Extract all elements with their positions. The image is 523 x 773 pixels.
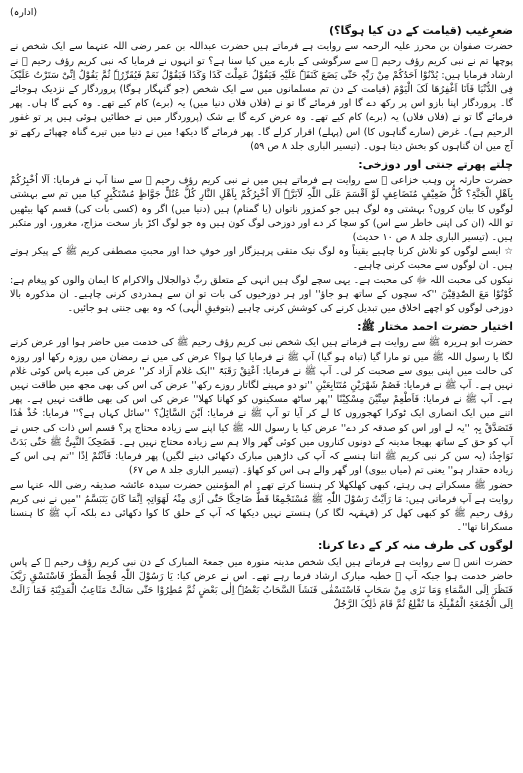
paragraph: ☆ ایسے لوگوں کو تلاش کرنا چاہیے یقیناً وہ لوگ نیک متقی پرہیزگار اور خوفِ خدا اور محبتِ مصطفی کریم ﷺ کے پیکر ہوتے ہیں۔ ان لوگوں سے محبت کرنی چاہیے۔ bbox=[10, 246, 513, 272]
paragraph: حضرت صفوان بن محرز علیہ الرحمہ سے روایت ہے فرماتے ہیں حضرت عبداللہ بن عمر رضی اللہ عنہما سے ایک شخص نے پوچھا تم نے نبی کریم رؤف رحیم ﷺ سے سرگوشی کے بارے میں کیا سنا ہے؟ تو انہوں نے فرمایا کہ نبی کریم رؤف رحیم ﷺ نے ارشاد فرمایا ہیں: یُدْنُوْا اَحَدُکُمْ مِنْ رَبِّہٖ حَتّٰی یَضَعَ کَنَفَہٗ عَلَیْہِ فَیَقُوْلُ عَمِلْتَ کَذَا وَکَذَا فَیَقُوْلُ نَعَمْ فَیُقَرِّرُہٗ ثُمَّ یَقُوْلُ اِنِّیْ سَتَرْتُ عَلَیْکَ فِی الدُّنْیَا فَاَنَا اَغْفِرُھَا لَکَ الْیَوْمَ (قیامت کے دن تم مسلمانوں میں سے ایک شخص (جو گنہگار ہوگا) پروردگار کے نزدیک ہوجائے گا۔ پروردگار اپنا بازو اس پر رکھ دے گا اور فرمائے گا تو نے (فلاں فلاں دنیا میں) یہ (برے) کام کیے تھے۔ وہ کہے گا ہاں۔ پھر فرمائے گا تو نے (فلاں فلاں) یہ (برے) کام کیے تھے۔ وہ عرض کرے گا بے شک (پروردگار میں نے خطائیں ہوئی ہیں پر تو غفور الرحیم ہے)۔ غرض (سارے گناہوں کا) اس (پہلے) اقرار کرلے گا۔ پھر فرمائے گا دیکھ! میں نے دنیا میں تیرے گناہ چھپائے رکھے تو آج میں ان گناہوں کو بخش دیتا ہوں۔ (تیسیر الباری جلد ۸ ص ۵۹) bbox=[10, 41, 513, 152]
section-qiyamat bbox=[10, 24, 513, 154]
paragraph: حضرت حارثہ بن وہب خزاعی ﷺ سے روایت ہے فرماتے ہیں میں نے نبی کریم رؤف رحیم ﷺ سے سنا آپ نے فرمایا: اَلَا اُخْبِرُکُمْ بِاَھْلِ الْجَنَّۃِ؟ کُلُّ ضَعِیْفٍ مُتَضَاعِفٍ لَوْ اَقْسَمَ عَلَی اللّٰہِ لَاَبَرَّہٗ اَلَا اُخْبِرُکُمْ بِاَھْلِ النَّارِ کُلُّ عُتُلٍّ جَوَّاظٍ مُسْتَکْبِرٍ کیا میں تم سے بہشتی لوگوں کا بیان کروں؟ بہشتی وہ لوگ ہیں جو کمزور ناتواں (یا گمنام) ہیں (دنیا میں) اگر وہ (کسی بات کی) قسم کھا بیٹھیں تو اللہ (ان کی اپنی خاطر سے اس) کو سچا کر دے اور دوزخی لوگ کون ہیں وہ جو لوگ اکڑ باز سخت مزاج، مغرور، اور متکبر ہیں۔ (تیسیر الباری جلد ۸ ص ۱۰ حدیث) bbox=[10, 175, 513, 244]
paragraph: حضرت انس ﷺ سے روایت ہے فرماتے ہیں ایک شخص مدینہ منورہ میں جمعۃ المبارک کے دن نبی کریم رؤف رحیم ﷺ کے پاس حاضر خدمت ہوا جبکہ آپ ﷺ خطبہ مبارک ارشاد فرما رہے تھے۔ اس نے عرض کیا: یَا رَسُوْلَ اللّٰہِ قُحِطَ الْمَطَرُ فَاسْتَسْقِ رَبَّکَ فَنَظَرَ اِلَی السَّمَاءِ وَمَا نَرٰی مِنْ سَحَابٍ فَاسْتَسْقٰی فَنَشَاَ السَّحَابُ بَعْضُہٗ اِلٰی بَعْضٍ ثُمَّ مُطِرُوْا حَتّٰی سَالَتْ مَثَاعِبُ الْمَدِیْنَۃِ فَمَا زَالَتْ اِلَی الْجُمُعَۃِ الْمُقْبِلَۃِ مَا تُقْلِعُ ثُمَّ قَامَ ذٰلِکَ الرَّجُلُ bbox=[10, 556, 513, 611]
section-ikhtiyar bbox=[10, 320, 513, 535]
section-heading: ضعرِغیب (قیامت کے دن کیا ہوگا؟) bbox=[329, 24, 513, 38]
paragraph: حضرت ابو ہریرہ ﷺ سے روایت ہے فرماتے ہیں ایک شخص نبی کریم رؤف رحیم ﷺ کی خدمت میں حاضر ہوا اور عرض کرنے لگا یا رسول اللہ ﷺ میں تو مارا گیا (تباہ ہو گیا) آپ ﷺ نے فرمایا کیا ہوا؟ عرض کی میں نے رمضان میں روزہ رکھا اور روزہ کی حالت میں اپنی بیوی سے صحبت کر لی۔ آپ ﷺ نے فرمایا: اَعْتِقْ رَقَبَۃً ''ایک غلام آزاد کر'' عرض کی میرے پاس کوئی غلام نہیں ہے۔ آپ ﷺ نے فرمایا: فَصُمْ شَھْرَیْنِ مُتَتَابِعَیْنِ ''تو دو مہینے لگاتار روزے رکھ'' عرض کی اس کی بھی مجھ میں طاقت نہیں ہے۔ آپ ﷺ نے فرمایا: فَاَطْعِمْ سِتِّیْنَ مِسْکِیْنًا ''پھر ساٹھ مسکینوں کو کھانا کھلا'' عرض کی اس کی بھی طاقت نہیں ہے۔ پھر اتنے میں ایک انصاری ایک ٹوکرا کھجوروں کا لے کر آیا تو آپ ﷺ نے فرمایا: اَیْنَ السَّائِلُ؟ ''سائل کہاں ہے؟'' فرمایا: خُذْ ھٰذَا فَتَصَدَّقْ بِہٖ ''یہ لے اور اس کو صدقہ کر دے'' عرض کیا یا رسول اللہ ﷺ کیا اپنے سے زیادہ محتاج پر؟ قسم اس ذات کی جس نے آپ کو حق کے ساتھ بھیجا مدینہ کے دونوں کناروں میں کوئی گھر والا ہم سے زیادہ محتاج نہیں ہے۔ فَضَحِکَ النَّبِیُّ ﷺ حَتّٰی بَدَتْ نَوَاجِذُہٗ (یہ سن کر نبی کریم ﷺ اتنا ہنسے کہ آپ کی داڑھیں مبارک دکھائی دینے لگیں) پھر فرمایا: فَاَنْتُمْ اِذًا ''تم ہی اس کے زیادہ حقدار ہو'' یعنی تم (میاں بیوی) اور گھر والے ہی اس کو کھاؤ۔ (تیسیر الباری جلد ۸ ص ۶۷) bbox=[10, 337, 513, 477]
section-heading: لوگوں کی طرف منہ کر کے دعا کرنا: bbox=[317, 539, 513, 553]
section-heading: اختیار حضرت احمد مختار ﷺ: bbox=[357, 320, 513, 334]
publisher-label: (ادارہ) bbox=[10, 7, 38, 18]
paragraph: نیکوں کی محبت اللہ ﷻ کی محبت ہے۔ یہی سچے لوگ ہیں انہی کے متعلق ربِّ ذوالجلال والاکرام کا ایمان والوں کو پیغام ہے: کُوْنُوْا مَعَ الصّٰدِقِیْنَ ''کہ سچوں کے ساتھ ہو جاؤ'' اور ہر دوزخیوں کی بات تو ان سے ہمدردی کرنی چاہیے۔ ان مذکورہ بالا دوزخی لوگوں کو اچھے اخلاق میں تبدیل کرنے کی کوشش کرنی چاہیے (بتوفیقِ الٰہی) کہ وہ بھی جنتی ہو جائیں۔ bbox=[10, 274, 513, 315]
section-jannati-dozakhi bbox=[10, 158, 513, 316]
section-heading: چلتے پھرتے جنتی اور دوزخی: bbox=[358, 158, 513, 172]
section-dua bbox=[10, 539, 513, 612]
paragraph: حضور ﷺ مسکراتے ہی رہتے، کبھی کھلکھلا کر ہنسنا کرتے تھے۔ ام المؤمنین حضرت سیدہ عائشہ صدیقہ رضی اللہ عنہا سے روایت ہے آپ فرماتی ہیں: مَا رَاَیْتُ رَسُوْلَ اللّٰہِ ﷺ مُسْتَجْمِعًا قَطُّ ضَاحِکًا حَتّٰی اَرٰی مِنْہُ لَھَوَاتِہٖ اِنَّمَا کَانَ یَتَبَسَّمُ ''میں نے نبی کریم رؤف رحیم ﷺ کو کبھی کھل کر (قہقہہ لگا کر) ہنستے نہیں دیکھا کہ آپ کے حلق کا کوا دکھائی دے بلکہ آپ ﷺ کا ہنسنا مسکرانا تھا''۔ bbox=[10, 479, 513, 534]
